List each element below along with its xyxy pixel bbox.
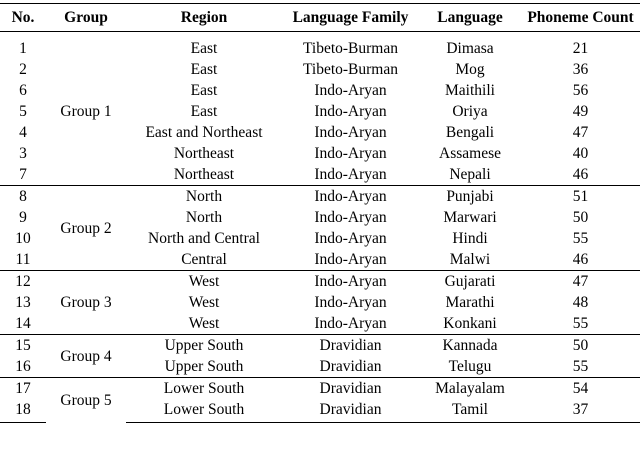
- cell-language: Punjabi: [419, 186, 521, 208]
- cell-region: Lower South: [126, 399, 282, 423]
- cell-phoneme-count: 47: [521, 271, 640, 293]
- header-language: Language: [437, 9, 503, 26]
- cell-group: Group 4: [46, 335, 126, 378]
- cell-region: West: [126, 271, 282, 293]
- cell-region: East: [190, 103, 218, 120]
- cell-group: Group 2: [46, 186, 126, 271]
- cell-language-family: Indo-Aryan: [314, 166, 387, 183]
- cell-language-family: Tibeto-Burman: [302, 40, 398, 57]
- cell-language: Hindi: [452, 230, 488, 247]
- cell-language-family: Indo-Aryan: [314, 124, 387, 141]
- cell-language: Assamese: [439, 145, 501, 162]
- cell-language-family: Dravidian: [282, 399, 419, 423]
- table-row: [0, 378, 640, 400]
- cell-language: Mog: [455, 61, 485, 78]
- cell-region: Upper South: [126, 335, 282, 357]
- table-header: [0, 4, 640, 32]
- header-group: Group: [64, 9, 108, 26]
- cell-no: 16: [15, 358, 31, 375]
- table-group: [0, 378, 640, 423]
- cell-language: Marwari: [443, 209, 497, 226]
- cell-language-family: Indo-Aryan: [314, 145, 387, 162]
- cell-group: Group 5: [46, 378, 126, 423]
- cell-phoneme-count: 48: [572, 294, 589, 311]
- cell-language: Malayalam: [419, 378, 521, 400]
- cell-region: North: [185, 209, 223, 226]
- cell-region: West: [188, 315, 220, 332]
- cell-language-family: Indo-Aryan: [314, 82, 387, 99]
- cell-no: 4: [19, 124, 27, 141]
- cell-region: East: [190, 82, 218, 99]
- cell-no: 2: [19, 61, 27, 78]
- table-row: [0, 271, 640, 293]
- cell-language-family: Indo-Aryan: [314, 251, 387, 268]
- cell-region: Central: [181, 251, 227, 268]
- cell-region: North and Central: [148, 230, 260, 247]
- cell-language-family: Indo-Aryan: [314, 230, 387, 247]
- header-phoneme-count: Phoneme Count: [527, 9, 634, 26]
- cell-no: 7: [19, 166, 27, 183]
- cell-region: Lower South: [126, 378, 282, 400]
- cell-phoneme-count: 47: [572, 124, 589, 141]
- cell-no: 5: [19, 103, 27, 120]
- table-group: [0, 32, 640, 186]
- cell-language-family: Tibeto-Burman: [302, 61, 398, 78]
- header-language-family: Language Family: [292, 9, 409, 26]
- cell-phoneme-count: 56: [572, 82, 589, 99]
- phoneme-table: [0, 3, 640, 423]
- cell-language: Oriya: [452, 103, 488, 120]
- table-group: [0, 335, 640, 378]
- cell-phoneme-count: 50: [572, 209, 589, 226]
- cell-region: East: [190, 61, 218, 78]
- cell-no: 10: [15, 230, 31, 247]
- cell-phoneme-count: 49: [572, 103, 589, 120]
- cell-no: 6: [19, 82, 27, 99]
- cell-language: Gujarati: [419, 271, 521, 293]
- cell-no: 1: [19, 40, 27, 57]
- header-region: Region: [180, 9, 228, 26]
- cell-region: East and Northeast: [145, 124, 263, 141]
- cell-no: 12: [0, 271, 46, 293]
- cell-language: Malwi: [449, 251, 491, 268]
- cell-language-family: Indo-Aryan: [282, 186, 419, 208]
- cell-phoneme-count: 54: [521, 378, 640, 400]
- cell-phoneme-count: 46: [572, 251, 589, 268]
- cell-language-family: Dravidian: [282, 378, 419, 400]
- cell-no: 3: [19, 145, 27, 162]
- cell-no: 13: [15, 294, 31, 311]
- table-row: [0, 335, 640, 357]
- cell-phoneme-count: 51: [521, 186, 640, 208]
- cell-language-family: Indo-Aryan: [314, 294, 387, 311]
- cell-language: Marathi: [445, 294, 495, 311]
- cell-region: North: [126, 186, 282, 208]
- cell-phoneme-count: 40: [572, 145, 589, 162]
- cell-region: Northeast: [173, 145, 235, 162]
- cell-language: Bengali: [445, 124, 495, 141]
- cell-no: 18: [0, 399, 46, 423]
- cell-language-family: Indo-Aryan: [314, 315, 387, 332]
- cell-no: 11: [15, 251, 31, 268]
- cell-phoneme-count: 36: [572, 61, 589, 78]
- cell-phoneme-count: 46: [572, 166, 589, 183]
- table-row: [0, 186, 640, 208]
- cell-language-family: Dravidian: [282, 335, 419, 357]
- table-row: [0, 32, 640, 60]
- cell-region: Northeast: [173, 166, 235, 183]
- cell-language: Tamil: [419, 399, 521, 423]
- cell-language: Kannada: [419, 335, 521, 357]
- cell-language: Telugu: [448, 358, 492, 375]
- cell-no: 9: [19, 209, 27, 226]
- cell-language: Dimasa: [446, 40, 494, 57]
- cell-no: 8: [0, 186, 46, 208]
- cell-language: Maithili: [445, 82, 495, 99]
- cell-language: Konkani: [443, 315, 497, 332]
- cell-region: East: [190, 40, 218, 57]
- header-no: No.: [11, 9, 35, 26]
- cell-language-family: Indo-Aryan: [314, 103, 387, 120]
- cell-phoneme-count: 50: [521, 335, 640, 357]
- cell-phoneme-count: 37: [521, 399, 640, 423]
- cell-group: Group 3: [46, 271, 126, 335]
- header-row: [0, 4, 640, 32]
- cell-phoneme-count: 55: [572, 358, 589, 375]
- cell-no: 14: [15, 315, 31, 332]
- cell-language-family: Dravidian: [319, 358, 382, 375]
- table-group: [0, 271, 640, 335]
- cell-group: Group 1: [60, 103, 112, 120]
- cell-language-family: Indo-Aryan: [314, 209, 387, 226]
- cell-language: Nepali: [449, 166, 491, 183]
- cell-phoneme-count: 55: [572, 315, 589, 332]
- cell-phoneme-count: 55: [572, 230, 589, 247]
- cell-region: Upper South: [164, 358, 244, 375]
- cell-no: 15: [0, 335, 46, 357]
- cell-no: 17: [0, 378, 46, 400]
- table-group: [0, 186, 640, 271]
- cell-region: West: [188, 294, 220, 311]
- cell-phoneme-count: 21: [572, 40, 589, 57]
- cell-language-family: Indo-Aryan: [282, 271, 419, 293]
